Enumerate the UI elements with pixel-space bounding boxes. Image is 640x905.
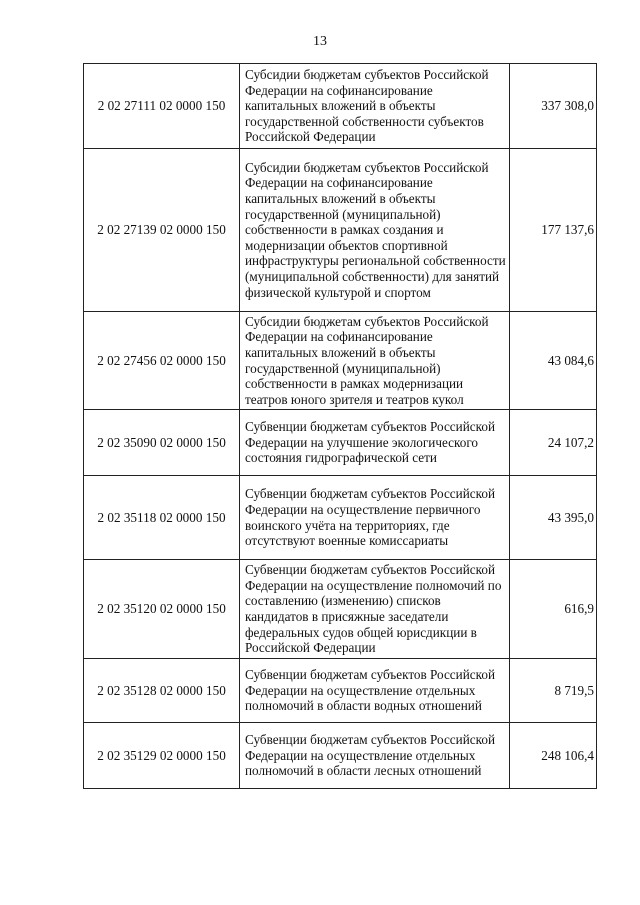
table-row [84,476,597,560]
table-row [84,410,597,476]
table-row [84,149,597,312]
budget-code-cell: 2 02 27111 02 0000 150 [84,64,240,149]
budget-code-cell: 2 02 35128 02 0000 150 [84,659,240,723]
page-number: 13 [313,34,327,49]
amount-cell: 43 395,0 [510,476,597,560]
budget-code-cell: 2 02 27456 02 0000 150 [84,312,240,410]
amount-cell: 177 137,6 [510,149,597,312]
table-row [84,723,597,789]
budget-code-cell: 2 02 35118 02 0000 150 [84,476,240,560]
table-row [84,64,597,149]
description-cell: Субсидии бюджетам субъектов Российской Федерации на софинансирование капитальных вложений в объекты государственной (муниципальной) собственности в рамках модернизации театров юного зрителя и театров кукол [240,312,510,410]
description-cell: Субвенции бюджетам субъектов Российской Федерации на улучшение экологического состояния гидрографической сети [240,410,510,476]
amount-cell: 248 106,4 [510,723,597,789]
description-cell: Субвенции бюджетам субъектов Российской Федерации на осуществление отдельных полномочий в области водных отношений [240,659,510,723]
description-cell: Субвенции бюджетам субъектов Российской Федерации на осуществление полномочий по составлению (изменению) списков кандидатов в присяжные заседатели федеральных судов общей юрисдикции в Российской Федерации [240,560,510,659]
budget-code-cell: 2 02 27139 02 0000 150 [84,149,240,312]
amount-cell: 43 084,6 [510,312,597,410]
amount-cell: 8 719,5 [510,659,597,723]
amount-cell: 337 308,0 [510,64,597,149]
budget-code-cell: 2 02 35129 02 0000 150 [84,723,240,789]
description-cell: Субвенции бюджетам субъектов Российской Федерации на осуществление отдельных полномочий в области лесных отношений [240,723,510,789]
amount-cell: 24 107,2 [510,410,597,476]
budget-code-cell: 2 02 35090 02 0000 150 [84,410,240,476]
description-cell: Субвенции бюджетам субъектов Российской Федерации на осуществление первичного воинского учёта на территориях, где отсутствуют военные комиссариаты [240,476,510,560]
description-cell: Субсидии бюджетам субъектов Российской Федерации на софинансирование капитальных вложений в объекты государственной собственности субъектов Российской Федерации [240,64,510,149]
description-cell: Субсидии бюджетам субъектов Российской Федерации на софинансирование капитальных вложений в объекты государственной (муниципальной) собственности в рамках создания и модернизации объектов спортивной инфраструктуры региональной собственности (муниципальной собственности) для занятий физической культурой и спортом [240,149,510,312]
table-row [84,659,597,723]
budget-code-cell: 2 02 35120 02 0000 150 [84,560,240,659]
table-row [84,312,597,410]
table-row [84,560,597,659]
budget-revenue-table [83,63,597,789]
amount-cell: 616,9 [510,560,597,659]
